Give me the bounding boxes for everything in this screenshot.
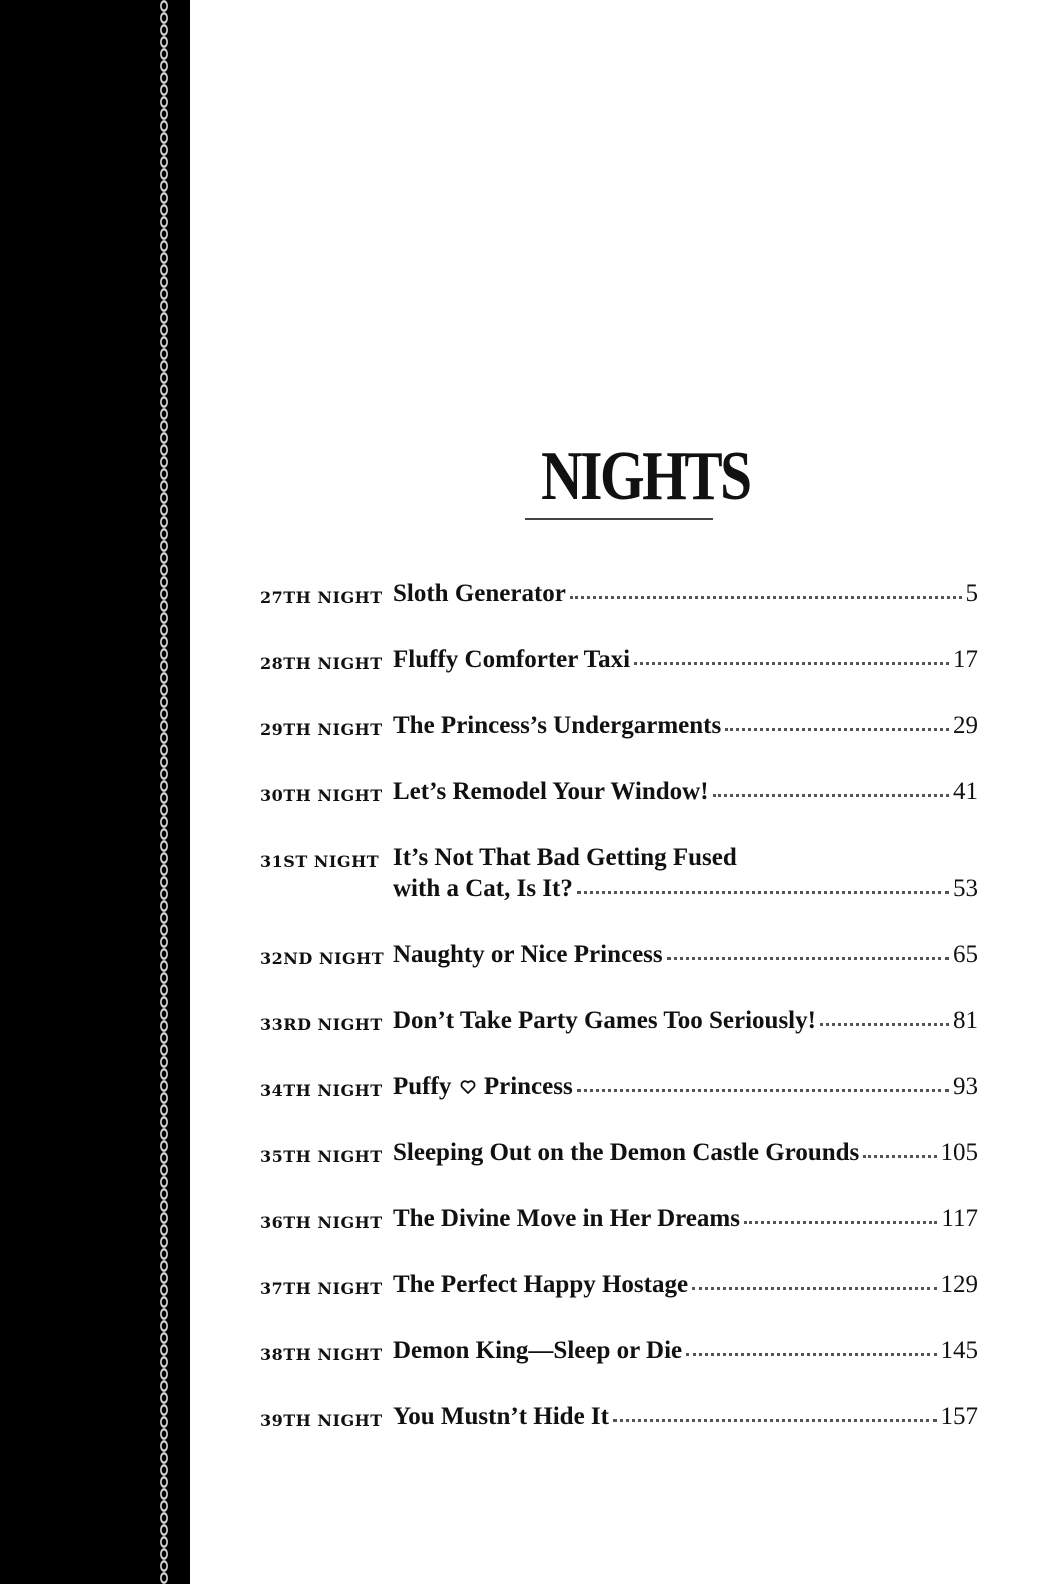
chapter-title: Fluffy Comforter Taxi [393,646,631,673]
chapter-title-line2: with a Cat, Is It? [393,875,573,902]
chapter-line [393,1403,978,1431]
night-number: 27TH NIGHT [260,588,383,607]
chapter-line [393,1205,978,1233]
night-number: 32ND NIGHT [260,949,385,968]
dot-leader [634,658,949,665]
page-number: 5 [965,580,978,607]
dot-leader [744,1217,937,1224]
chapter-title: Naughty or Nice Princess [393,941,663,968]
chain-decoration [158,0,170,1584]
dot-leader [820,1019,949,1026]
chapter-title: The Divine Move in Her Dreams [393,1205,740,1232]
night-number: 29TH NIGHT [260,720,383,739]
toc-header [524,438,750,520]
dot-leader [713,790,949,797]
dot-leader [613,1415,937,1422]
page-number: 105 [940,1139,978,1166]
chapter-line [393,1007,978,1035]
chapter-line-second [393,875,978,903]
chapter-title-start: Puffy [393,1073,452,1100]
page-number: 53 [953,875,978,902]
page-number: 129 [940,1271,978,1298]
chapter-title: Demon King—Sleep or Die [393,1337,683,1364]
night-number: 34TH NIGHT [260,1081,383,1100]
night-number: 37TH NIGHT [260,1279,383,1298]
chapter-line [393,1139,978,1167]
page-title: NIGHTS [541,438,750,515]
dot-leader [686,1349,936,1356]
black-spine-panel [0,0,190,1584]
chapter-title: The Perfect Happy Hostage [393,1271,689,1298]
dot-leader [725,724,949,731]
chapter-line-first [393,844,978,872]
night-number: 33RD NIGHT [260,1015,383,1034]
chapter-line [393,941,978,969]
chapter-line [393,712,978,740]
night-number: 36TH NIGHT [260,1213,383,1232]
dot-leader [692,1283,936,1290]
dot-leader [863,1151,936,1158]
heart-outline-icon [460,1079,476,1095]
page-number: 93 [953,1073,978,1100]
page-number: 117 [941,1205,978,1232]
chapter-title: Sleeping Out on the Demon Castle Grounds [393,1139,860,1166]
page-number: 145 [940,1337,978,1364]
night-number: 38TH NIGHT [260,1345,383,1364]
chapter-line [393,1271,978,1299]
chapter-title [393,1073,573,1101]
chapter-line [393,646,978,674]
dot-leader [577,1085,949,1092]
chapter-title-end: Princess [483,1073,573,1100]
night-number: 39TH NIGHT [260,1411,383,1430]
chapter-title: You Mustn’t Hide It [393,1403,609,1430]
chapter-line [393,1337,978,1365]
chapter-line [393,778,978,806]
chapter-title: The Princess’s Undergarments [393,712,722,739]
chapter-title: Sloth Generator [393,580,566,607]
title-underline [525,518,713,520]
chapter-title-line1: It’s Not That Bad Getting Fused [393,844,737,871]
page-number: 41 [953,778,978,805]
page-number: 81 [953,1007,978,1034]
dot-leader [570,592,962,599]
page-number: 157 [940,1403,978,1430]
chapter-title: Don’t Take Party Games Too Seriously! [393,1007,816,1034]
chapter-title: Let’s Remodel Your Window! [393,778,709,805]
chapter-line [393,1073,978,1101]
dot-leader [667,953,949,960]
page-number: 17 [953,646,978,673]
dot-leader [577,887,949,894]
night-number: 35TH NIGHT [260,1147,383,1166]
page-number: 29 [953,712,978,739]
page-number: 65 [953,941,978,968]
night-number: 28TH NIGHT [260,654,383,673]
chapter-line [393,580,978,608]
night-number: 30TH NIGHT [260,786,383,805]
night-number: 31ST NIGHT [260,852,380,871]
